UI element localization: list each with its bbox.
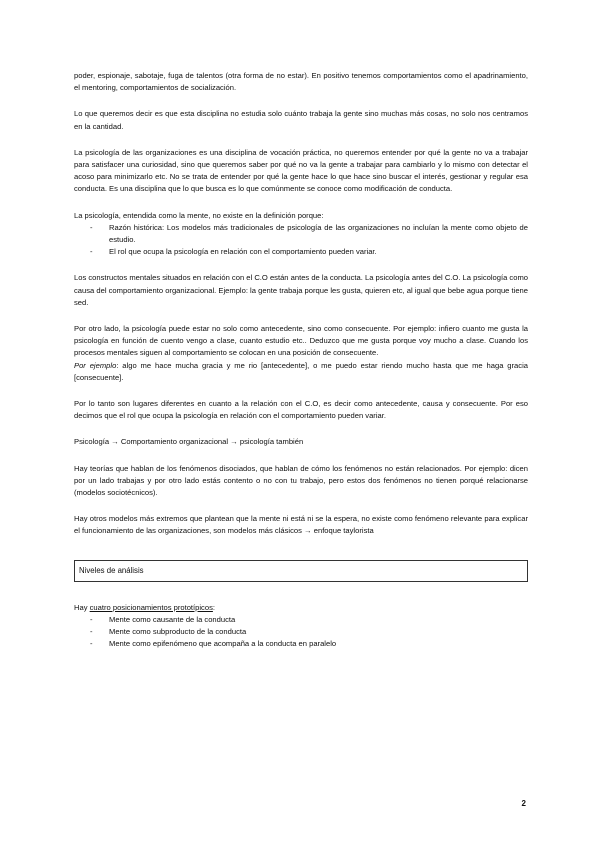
paragraph-8: Por lo tanto son lugares diferentes en cuanto a la relación con el C.O, es decir como antecedente, causa y consecuente. Por eso decimos que el rol que ocupa la psicología en relación con el comportamiento pueden variar. (74, 399, 528, 421)
list-item: - Mente como causante de la conducta (74, 614, 528, 626)
paragraph-4-intro: La psicología, entendida como la mente, no existe en la definición porque: (74, 210, 324, 220)
example-text: : algo me hace mucha gracia y me rio [antecedente], o me puedo estar riendo mucho hasta que me haga gracia [consecuente]. (74, 360, 528, 382)
example-emphasis: Por ejemplo (74, 360, 117, 370)
paragraph-5: Los constructos mentales situados en relación con el C.O están antes de la conducta. La psicología antes del C.O. La psicología como causa del comportamiento organizacional. Ejemplo: la gente trabaja porque les gusta, quieren etc, al igual que bebe agua porque tiene sed. (74, 273, 528, 307)
intro-suffix: : (212, 602, 216, 612)
paragraph-7 (74, 360, 528, 384)
positions-intro (74, 602, 528, 614)
paragraph-10: Hay teorías que hablan de los fenómenos disociados, que hablan de cómo los fenómenos no están relacionados. Por ejemplo: dicen por un lado trabajas y por otro lado estás contento o no con tu trabajo, pero estos dos fenómenos no tienen porqué relacionarse (modelos sociotécnicos). (74, 463, 528, 498)
section-title: Niveles de análisis (79, 565, 144, 575)
section-heading-box (74, 560, 528, 582)
paragraph-2: Lo que queremos decir es que esta disciplina no estudia solo cuánto trabaja la gente sino muchas más cosas, no solo nos centramos en la cantidad. (74, 109, 528, 131)
intro-prefix: Hay (74, 602, 90, 612)
positions-list (74, 614, 528, 651)
paragraph-3: La psicología de las organizaciones es una disciplina de vocación práctica, no queremos entender por qué la gente no va a trabajar para satisfacer una curiosidad, sino que queremos saber por qué no va la gente a trabajar para cambiarlo y lo mismo con detectar el acoso para minimizarlo etc. No se trata de entender por qué la gente hace lo que hace sino buscar el interés, gestionar y regular esa conducta. Es una disciplina que lo que busca es lo que comúnmente se conoce como modificación de conducta. (74, 147, 528, 194)
reasons-list (74, 222, 528, 259)
list-item: - Mente como epifenómeno que acompaña a la conducta en paralelo (74, 638, 528, 650)
list-item: - El rol que ocupa la psicología en relación con el comportamiento pueden variar. (74, 246, 528, 258)
intro-underlined: cuatro posicionamientos prototípicos (89, 602, 213, 612)
paragraph-1: poder, espionaje, sabotaje, fuga de talentos (otra forma de no estar). En positivo tenemos comportamientos como el apadrinamiento, el mentoring, comportamientos de socialización. (74, 71, 528, 93)
paragraph-9: Psicología → Comportamiento organizacional → psicología también (74, 437, 304, 447)
page-number: 2 (521, 799, 526, 808)
list-item: - Mente como subproducto de la conducta (74, 626, 528, 638)
paragraph-6: Por otro lado, la psicología puede estar no solo como antecedente, sino como consecuente. Por ejemplo: infiero cuanto me gusta la psicología en función de cuento vengo a clase, cuanto estudio etc.. Deduzco que me gusta porque voy mucho a clase. Cuando los procesos mentales siguen al comportamiento se colocan en una posición de consecuente. (74, 324, 528, 358)
list-item: - Razón histórica: Los modelos más tradicionales de psicología de las organizaciones no incluían la mente como objeto de estudio. (74, 222, 528, 246)
document-page (74, 70, 528, 651)
paragraph-11: Hay otros modelos más extremos que plantean que la mente ni está ni se la espera, no existe como fenómeno relevante para explicar el funcionamiento de las organizaciones, son modelos más clásicos → enfoque taylorista (74, 514, 528, 536)
